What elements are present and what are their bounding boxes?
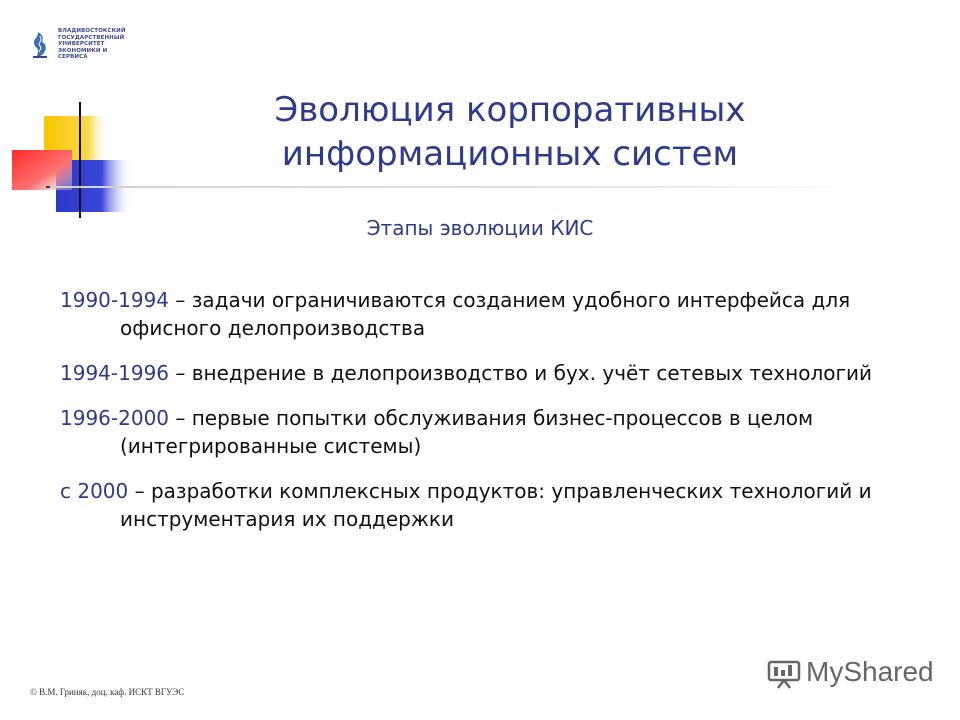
list-item — [60, 286, 890, 342]
item-years: 1994-1996 — [60, 361, 170, 385]
title-line-1: Эволюция корпоративных — [274, 90, 746, 130]
copyright-footer: © В.М. Гриняк, доц. каф. ИСКТ ВГУЭС — [30, 687, 185, 697]
subtitle: Этапы эволюции КИС — [366, 216, 594, 240]
logo-line: УНИВЕРСИТЕТ — [58, 41, 105, 48]
presentation-icon — [766, 658, 802, 690]
list-item — [60, 404, 890, 460]
university-logo — [30, 28, 150, 62]
university-name — [58, 28, 150, 61]
list-item — [60, 359, 890, 387]
logo-line: СЕРВИСА — [58, 54, 88, 61]
decorative-squares — [0, 90, 150, 230]
item-text: – задачи ограничиваются созданием удобного интерфейса для офисного делопроизводства — [120, 288, 851, 340]
item-years: 1990-1994 — [60, 288, 170, 312]
item-years: 1996-2000 — [60, 406, 170, 430]
logo-line: ВЛАДИВОСТОКСКИЙ — [58, 28, 126, 34]
item-text: – разработки комплексных продуктов: управленческих технологий и инструментария их поддержки — [120, 479, 872, 531]
list-item — [60, 477, 890, 533]
stages-list — [60, 286, 890, 550]
title-divider — [50, 186, 870, 188]
university-emblem-icon — [30, 30, 52, 60]
logo-line: ЭКОНОМИКИ И — [58, 47, 108, 54]
red-square — [12, 150, 72, 190]
item-years: с 2000 — [60, 479, 129, 503]
logo-line: ГОСУДАРСТВЕННЫЙ — [58, 34, 125, 41]
page-title — [200, 88, 820, 176]
myshared-label: MyShared — [806, 656, 934, 687]
item-text: – первые попытки обслуживания бизнес-процессов в целом (интегрированные системы) — [120, 406, 814, 458]
title-line-2: информационных систем — [281, 134, 739, 174]
item-text: – внедрение в делопроизводство и бух. учёт сетевых технологий — [169, 361, 872, 385]
myshared-watermark[interactable] — [766, 656, 936, 692]
